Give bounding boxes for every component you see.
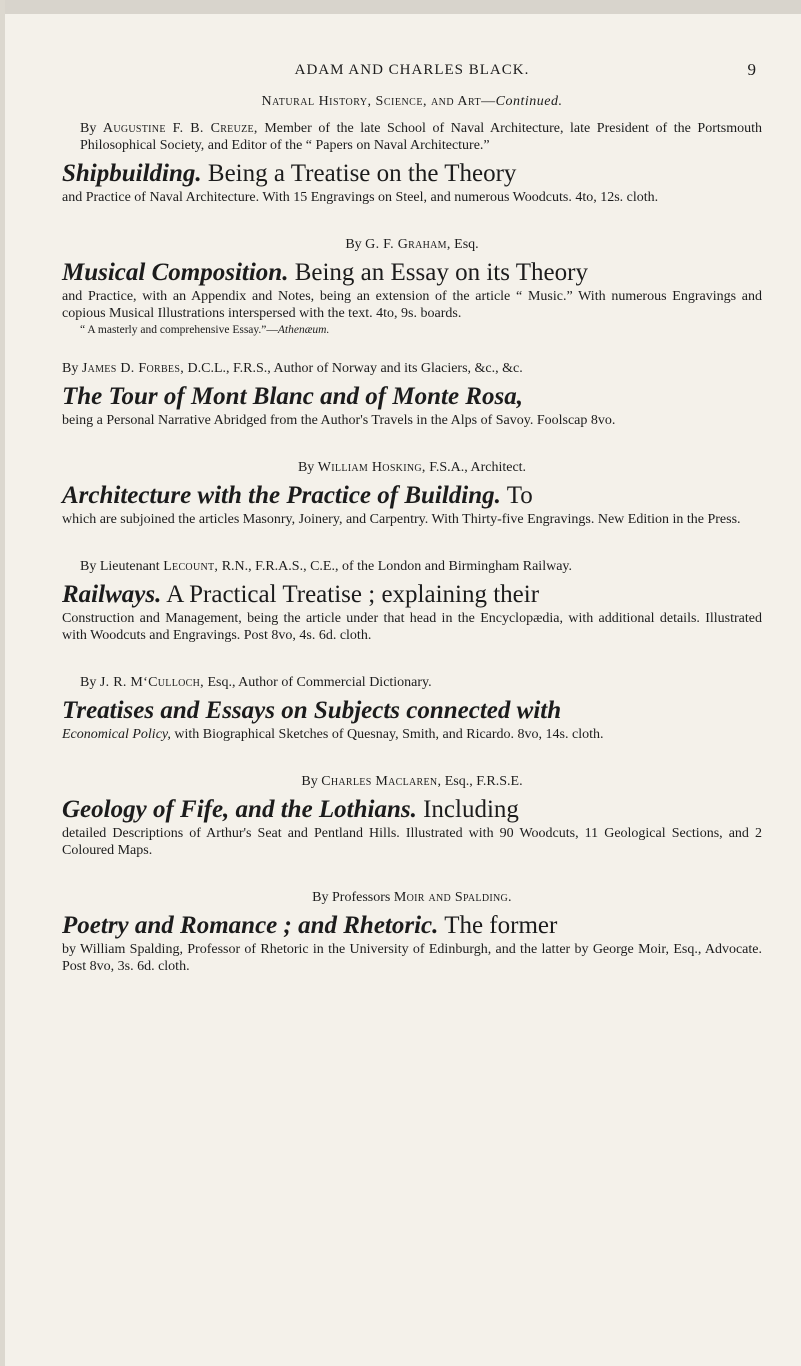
- entry-title: Treatises and Essays on Subjects connected with: [62, 697, 562, 724]
- entry-author: [62, 360, 762, 377]
- entry-title: Railways.: [62, 581, 162, 608]
- entry-title-line: [62, 695, 762, 726]
- entry-author: [62, 459, 762, 476]
- page-binding-edge: [0, 0, 5, 1366]
- entry-title-rest: A Practical Treatise ; explaining their: [161, 581, 540, 608]
- description-text: with Biographical Sketches of Quesnay, Smith, and Ricardo. 8vo, 14s. cloth.: [170, 727, 604, 742]
- entry-title-line: [62, 381, 762, 412]
- author-details: D.C.L., F.R.S., Author of Norway and its Glaciers, &c., &c.: [184, 361, 523, 376]
- author-details: F.S.A., Architect.: [425, 460, 527, 475]
- entry-title: Poetry and Romance ; and Rhetoric.: [62, 912, 439, 939]
- running-title: ADAM AND CHARLES BLACK.: [294, 62, 530, 78]
- author-prefix: By: [62, 361, 82, 376]
- entry-description: which are subjoined the articles Masonry, Joinery, and Carpentry. With Thirty-five Engravings. New Edition in the Press.: [62, 512, 741, 527]
- author-name: William Hosking,: [317, 460, 426, 475]
- catalogue-entry: [62, 674, 762, 743]
- author-details: R.N., F.R.A.S., C.E., of the London and Birmingham Railway.: [218, 559, 573, 574]
- author-prefix: By Professors: [312, 890, 394, 905]
- entry-description: and Practice, with an Appendix and Notes, being an extension of the article “ Music.” With numerous Engravings and copious Musical Illustrations interspersed with the text. 4to, 9s. boards.: [62, 289, 762, 321]
- author-name: J. R. M‘Culloch,: [99, 675, 204, 690]
- entry-description: Construction and Management, being the article under that head in the Encyclopædia, with additional details. Illustrated with Woodcuts and Engravings. Post 8vo, 4s. 6d. cloth.: [62, 611, 762, 643]
- author-prefix: By: [80, 675, 100, 690]
- author-prefix: By: [80, 121, 103, 136]
- catalogue-entry: [62, 459, 762, 528]
- author-prefix: By: [297, 460, 318, 475]
- author-details: Esq.: [450, 237, 479, 252]
- entry-title: Shipbuilding.: [62, 160, 202, 187]
- entry-title-line: [62, 910, 762, 941]
- entry-description: [62, 726, 762, 743]
- entry-title-line: [62, 794, 762, 825]
- entry-title-line: [62, 579, 762, 610]
- entry-author: [62, 558, 762, 575]
- entry-author: [62, 773, 762, 790]
- author-details: Esq., Author of Commercial Dictionary.: [203, 675, 432, 690]
- author-name: G. F. Graham,: [365, 237, 451, 252]
- author-name: Charles Maclaren,: [321, 774, 442, 789]
- entry-title-rest: To: [500, 482, 533, 509]
- author-details: Member of the late School of Naval Architecture, late President of the Portsmouth Philosophical Society, and Editor of the “ Papers on Naval Architecture.”: [80, 121, 762, 153]
- entry-title-line: [62, 158, 762, 189]
- entry-description: by William Spalding, Professor of Rhetoric in the University of Edinburgh, and the latter by George Moir, Esq., Advocate. Post 8vo, 3s. 6d. cloth.: [62, 942, 762, 974]
- quote-source: Athenæum.: [277, 324, 330, 336]
- entry-author: [62, 889, 762, 906]
- top-edge: [0, 0, 801, 14]
- catalogue-entry: [62, 773, 762, 859]
- catalogue-entry: [62, 360, 762, 429]
- entry-title-rest: Being an Essay on its Theory: [288, 259, 588, 286]
- entry-title-line: [62, 257, 762, 288]
- catalogue-entry: [62, 236, 762, 338]
- entry-title: Musical Composition.: [62, 259, 289, 286]
- entry-title: Geology of Fife, and the Lothians.: [62, 796, 417, 823]
- author-prefix: By: [345, 237, 366, 252]
- author-name: Moir and Spalding.: [393, 890, 512, 905]
- description-italic: Economical Policy,: [62, 727, 171, 742]
- section-heading: [62, 94, 762, 110]
- entry-title: The Tour of Mont Blanc and of Monte Rosa,: [62, 383, 523, 410]
- author-details: Esq., F.R.S.E.: [441, 774, 523, 789]
- page-number: 9: [747, 60, 756, 79]
- catalogue-entry: [62, 889, 762, 975]
- entry-title-rest: The former: [438, 912, 558, 939]
- entry-title-line: [62, 480, 762, 511]
- section-heading-text: Natural History, Science, and Art—: [261, 94, 496, 109]
- author-prefix: By: [301, 774, 322, 789]
- entry-title: Architecture with the Practice of Building.: [62, 482, 501, 509]
- catalogue-entry: [62, 558, 762, 644]
- entry-author: [62, 236, 762, 253]
- running-head: [62, 62, 762, 88]
- author-name: Augustine F. B. Creuze,: [102, 121, 258, 136]
- section-continued: Continued.: [495, 94, 563, 109]
- book-page: [62, 62, 762, 997]
- review-quote: [62, 322, 762, 338]
- entry-title-rest: Being a Treatise on the Theory: [201, 160, 517, 187]
- entry-title-rest: Including: [416, 796, 519, 823]
- author-name: Lecount,: [163, 559, 219, 574]
- entry-description: detailed Descriptions of Arthur's Seat and Pentland Hills. Illustrated with 90 Woodcuts, 11 Geological Sections, and 2 Coloured Maps.: [62, 826, 762, 858]
- entry-description: and Practice of Naval Architecture. With 15 Engravings on Steel, and numerous Woodcuts. 4to, 12s. cloth.: [62, 190, 659, 205]
- entry-author: [62, 120, 762, 154]
- catalogue-entry: [62, 120, 762, 206]
- entry-description: being a Personal Narrative Abridged from the Author's Travels in the Alps of Savoy. Foolscap 8vo.: [62, 413, 616, 428]
- quote-text: “ A masterly and comprehensive Essay.”—: [80, 324, 278, 336]
- author-prefix: By Lieutenant: [80, 559, 164, 574]
- author-name: James D. Forbes,: [81, 361, 185, 376]
- entry-author: [62, 674, 762, 691]
